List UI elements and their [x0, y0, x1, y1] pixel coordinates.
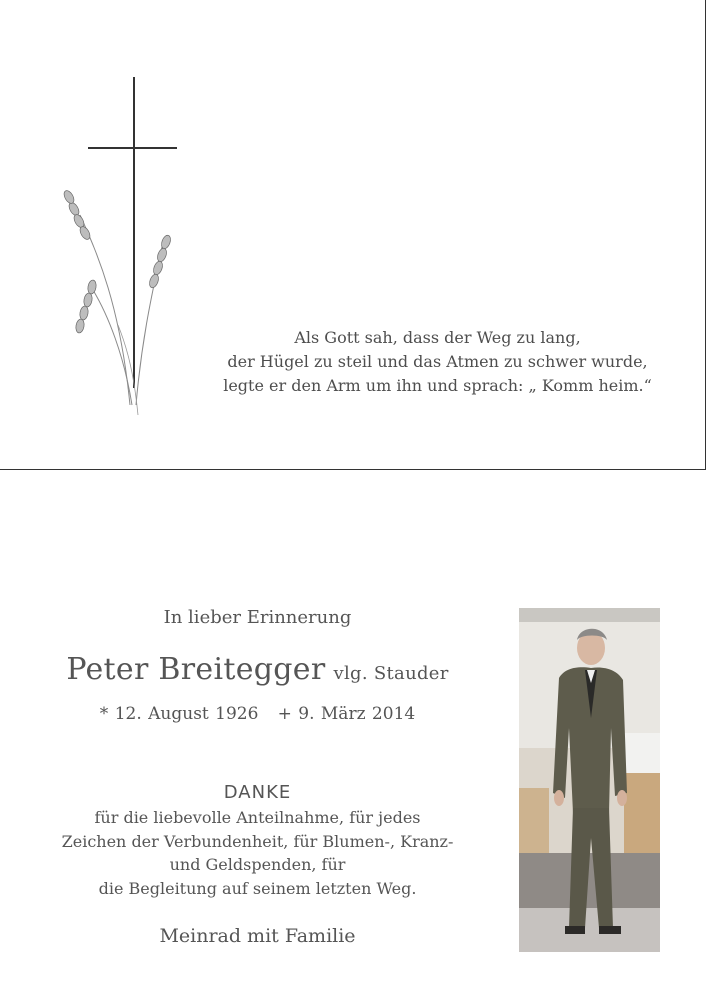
life-dates: * 12. August 1926 + 9. März 2014 [99, 704, 416, 724]
verse-line: Als Gott sah, dass der Weg zu lang, [294, 328, 581, 347]
portrait-photo [519, 608, 660, 952]
thanks-line: Zeichen der Verbundenheit, für Blumen-, Kranz- [61, 831, 454, 851]
verse-line: der Hügel zu steil und das Atmen zu schwer wurde, [227, 352, 648, 371]
deceased-name: Peter Breitegger [66, 652, 326, 687]
deceased-name-line [0, 652, 515, 687]
verse-line: legte er den Arm um ihn und sprach: „ Komm heim.“ [223, 376, 652, 395]
thanks-title: DANKE [223, 782, 292, 803]
family-signature: Meinrad mit Familie [159, 925, 356, 947]
card-front-panel [0, 0, 706, 470]
memorial-verse [210, 326, 665, 398]
deceased-nickname: vlg. Stauder [333, 663, 449, 684]
thanks-line: und Geldspenden, für [169, 855, 346, 874]
memorial-heading: In lieber Erinnerung [163, 607, 352, 628]
thanks-line: für die liebevolle Anteilnahme, für jedes [94, 808, 421, 827]
cross-with-wheat-icon [58, 75, 193, 420]
thanks-text [0, 806, 515, 900]
thanks-line: die Begleitung auf seinem letzten Weg. [98, 878, 417, 898]
